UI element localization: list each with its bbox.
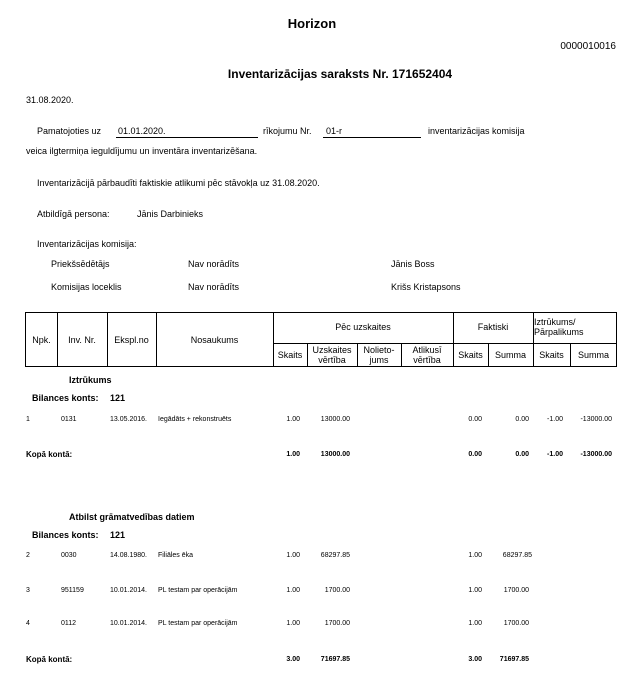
section-title: Atbilst grāmatvedības datiem (69, 512, 195, 522)
col-faktiski: Faktiski (477, 322, 509, 332)
commission-role: Komisijas loceklis (51, 282, 122, 292)
responsible-label: Atbildīgā persona: (37, 209, 110, 219)
col-skaits: Skaits (277, 350, 303, 360)
basis-order-label: rīkojumu Nr. (263, 126, 312, 136)
basis-suffix: inventarizācijas komisija (428, 126, 525, 136)
checked-line: Inventarizācijā pārbaudīti faktiskie atlikumi pēc stāvokļa uz 31.08.2020. (37, 178, 320, 188)
section-title: Iztrūkums (69, 375, 112, 385)
col-i-skaits: Skaits (539, 350, 564, 360)
account-label: Bilances konts: (32, 393, 99, 403)
col-atlikusi-vertiba: Atlikusī vērtība (412, 345, 442, 365)
col-inv-nr: Inv. Nr. (68, 335, 96, 345)
commission-role: Priekšsēdētājs (51, 259, 110, 269)
col-npk: Npk. (32, 335, 51, 345)
company-name: Horizon (287, 16, 337, 31)
account-number: 121 (110, 530, 126, 540)
col-pec-uzskaites: Pēc uzskaites (335, 322, 391, 332)
commission-status: Nav norādīts (188, 259, 240, 269)
order-number-underline (323, 137, 421, 138)
document-title: Inventarizācijas saraksts Nr. 171652404 (227, 67, 453, 81)
col-nosaukums: Nosaukums (190, 335, 239, 345)
basis-line2: veica ilgtermiņa ieguldījumu un inventāra inventarizēšana. (26, 146, 258, 156)
account-label: Bilances konts: (32, 530, 99, 540)
responsible-name: Jānis Darbinieks (137, 209, 204, 219)
col-iztrukums: Iztrūkums/ Pārpalikums (534, 317, 584, 337)
document-number: 0000010016 (560, 41, 616, 52)
document-date: 31.08.2020. (26, 95, 74, 105)
commission-member-name: Jānis Boss (391, 259, 435, 269)
col-uzskaites-vertiba: Uzskaites vērtība (312, 345, 352, 365)
table-header (25, 312, 617, 367)
col-ekspl: Ekspl.no (114, 335, 149, 345)
col-i-summa: Summa (577, 350, 609, 360)
col-nolietojums: Nolieto- jums (363, 345, 395, 365)
basis-order-date: 01.01.2020. (118, 126, 166, 136)
basis-order-number: 01-r (326, 126, 343, 136)
order-date-underline (116, 137, 258, 138)
col-f-summa: Summa (494, 350, 526, 360)
col-f-skaits: Skaits (458, 350, 483, 360)
account-number: 121 (110, 393, 126, 403)
basis-prefix: Pamatojoties uz (37, 126, 102, 136)
commission-status: Nav norādīts (188, 282, 240, 292)
commission-label: Inventarizācijas komisija: (37, 239, 137, 249)
commission-member-name: Krišs Kristapsons (391, 282, 461, 292)
